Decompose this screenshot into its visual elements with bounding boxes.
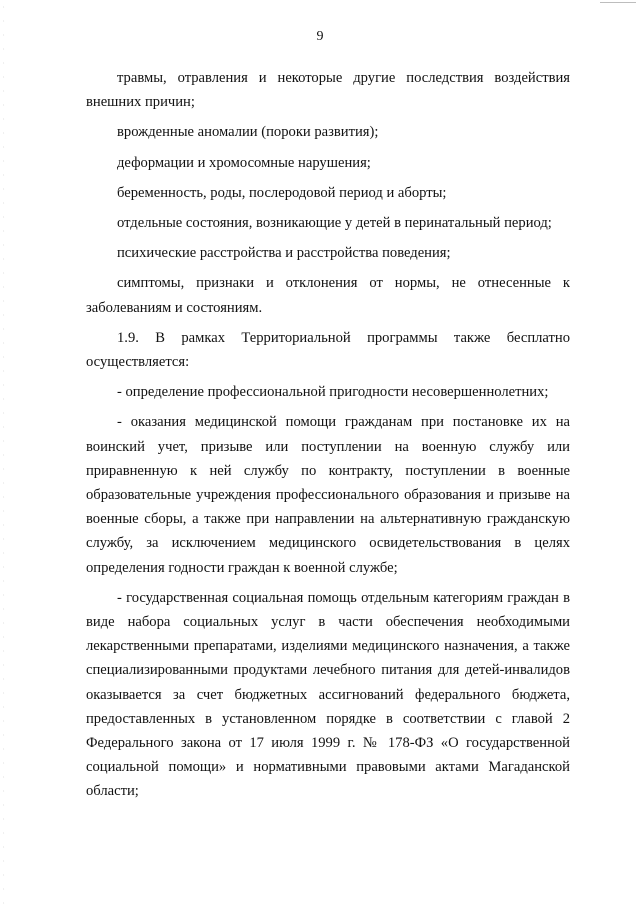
scan-edge-artifact xyxy=(2,0,5,905)
paragraph-section-1-9: 1.9. В рамках Территориальной программы также бесплатно осуществляется: xyxy=(86,329,570,371)
paragraph-deformations: деформации и хромосомные нарушения; xyxy=(117,154,371,171)
paragraph-congenital-anomalies: врожденные аномалии (пороки развития); xyxy=(117,124,379,141)
paragraph-symptoms: симптомы, признаки и отклонения от нормы, не отнесенные к заболеваниям и состояниям. xyxy=(86,275,570,316)
paragraph-injuries: травмы, отравления и некоторые другие последствия воздействия внешних причин; xyxy=(86,70,570,111)
paragraph-mental-disorders: психические расстройства и расстройства поведения; xyxy=(117,245,451,262)
paragraph-professional-fitness: - определение профессиональной пригодности несовершеннолетних; xyxy=(117,384,549,401)
paragraph-military-medical-care: - оказания медицинской помощи гражданам при постановке их на воинский учет, призыве или поступлении на военную службу или приравненную к ней службу по контракту, поступлении в военные образовательные учреждения профессионального образования и призыве на военные сборы, а также при направлении на альтернативную гражданскую службу, за исключением медицинского освидетельствования в целях определения годности граждан к военной службе; xyxy=(86,414,570,576)
scan-corner-mark xyxy=(600,2,636,4)
paragraph-state-social-assistance: - государственная социальная помощь отдельным категориям граждан в виде набора социальных услуг в части обеспечения необходимыми лекарственными препаратами, изделиями медицинского назначения, а также специализированными продуктами лечебного питания для детей-инвалидов оказывается за счет бюджетных ассигнований федерального бюджета, предоставленных в установленном порядке в соответствии с главой 2 Федерального закона от 17 июля 1999 г. № 178-ФЗ «О государственной социальной помощи» и нормативными правовыми актами Магаданской области; xyxy=(86,589,570,800)
paragraph-perinatal: отдельные состояния, возникающие у детей в перинатальный период; xyxy=(117,215,552,232)
page-number: 9 xyxy=(316,29,324,44)
document-body xyxy=(86,66,570,804)
paragraph-pregnancy: беременность, роды, послеродовой период и аборты; xyxy=(117,184,447,201)
